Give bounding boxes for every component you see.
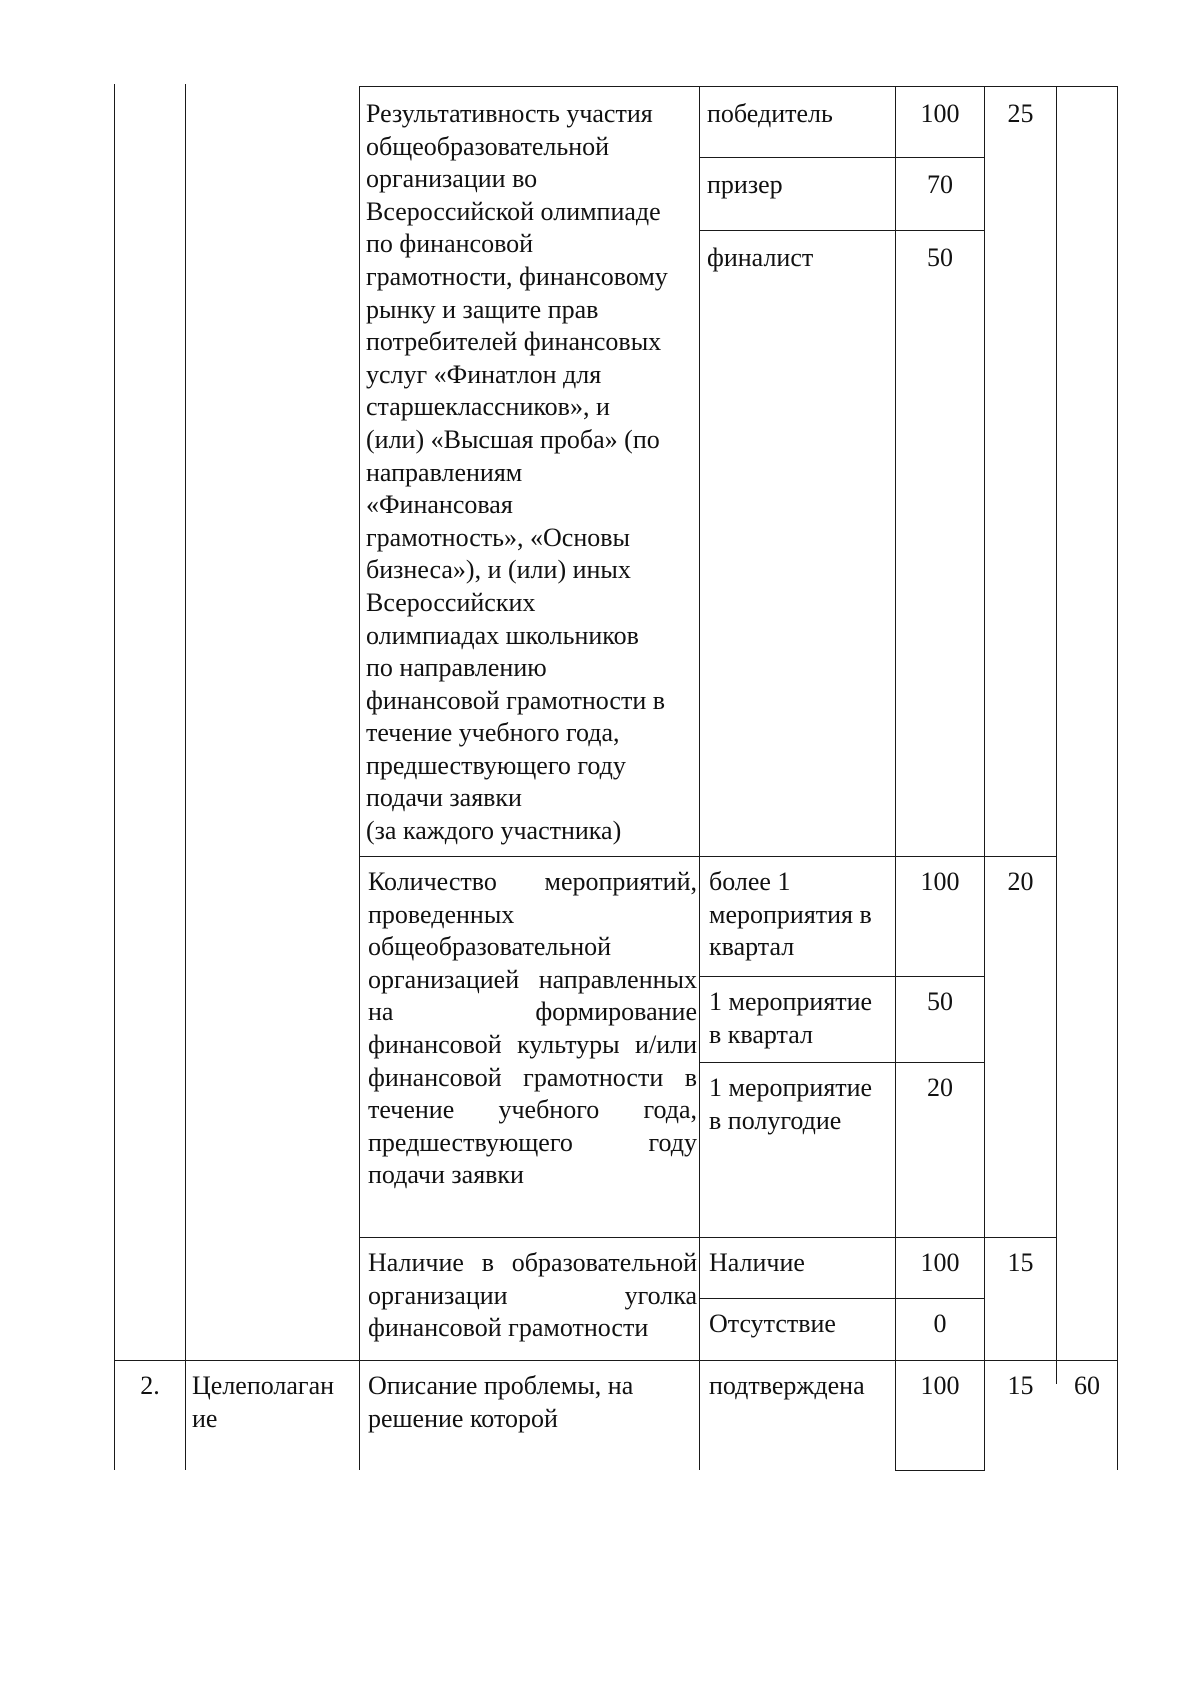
option-label: 1 мероприятие в полугодие bbox=[709, 1073, 873, 1135]
table-border bbox=[359, 86, 360, 1470]
option-score: 100 bbox=[920, 1248, 960, 1277]
option-score: 50 bbox=[927, 987, 953, 1016]
criterion-weight: 25 bbox=[1007, 99, 1034, 128]
option-label: подтверждена bbox=[709, 1371, 865, 1400]
criterion-weight: 15 bbox=[1007, 1371, 1034, 1400]
option-score: 100 bbox=[920, 1371, 960, 1400]
table-border bbox=[699, 1298, 985, 1299]
criterion-weight: 20 bbox=[1007, 867, 1034, 896]
table-border bbox=[114, 1360, 1118, 1361]
option-label: более 1 мероприятия в квартал bbox=[709, 867, 872, 962]
table-border bbox=[699, 157, 985, 158]
option-label: финалист bbox=[707, 243, 814, 272]
option-score: 100 bbox=[920, 867, 960, 896]
option-label: призер bbox=[707, 170, 783, 199]
table-border bbox=[359, 86, 1118, 87]
table-border bbox=[1117, 86, 1118, 1470]
table-border bbox=[699, 1062, 985, 1063]
criterion-olympiad-results: Результативность участия общеобразовательной организации во Всероссийской олимпиаде по финансовой грамотности, финансовому рынку и защите прав потребителей финансовых услуг «Финатлон для старшеклассников», и (или) «Высшая проба» (по направлениям «Финансовая грамотность», «Основы бизнеса»), и (или) иных Всероссийских олимпиадах школьников по направлению финансовой грамотности в течение учебного года, предшествующего году подачи заявки (за каждого участника) bbox=[366, 99, 668, 846]
section-title: Целеполаган ие bbox=[192, 1371, 335, 1433]
table-border bbox=[699, 230, 985, 231]
table-border bbox=[895, 1470, 985, 1471]
section-total: 60 bbox=[1074, 1371, 1100, 1400]
table-border bbox=[114, 84, 115, 1470]
option-score: 50 bbox=[927, 243, 953, 272]
option-score: 0 bbox=[933, 1309, 947, 1338]
option-score: 20 bbox=[927, 1073, 953, 1102]
criterion-literacy-corner: Наличие в образовательной организации уголка финансовой грамотности bbox=[368, 1248, 697, 1343]
section-number: 2. bbox=[140, 1371, 160, 1400]
criterion-weight: 15 bbox=[1007, 1248, 1034, 1277]
table-border bbox=[699, 976, 985, 977]
table-border bbox=[699, 86, 700, 1470]
table-border bbox=[185, 84, 186, 1470]
option-score: 100 bbox=[920, 99, 960, 128]
table-border bbox=[359, 856, 1057, 857]
option-label: Наличие bbox=[709, 1248, 805, 1277]
option-label: Отсутствие bbox=[709, 1309, 836, 1338]
option-label: 1 мероприятие в квартал bbox=[709, 987, 873, 1049]
table-border bbox=[1056, 86, 1057, 1384]
criterion-events-count: Количество мероприятий, проведенных общеобразовательной организацией направленных на формирование финансовой культуры и/или финансовой грамотности в течение учебного года, предшествующего году подачи заявки bbox=[368, 867, 697, 1190]
option-score: 70 bbox=[927, 170, 953, 199]
option-label: победитель bbox=[707, 99, 833, 128]
criterion-problem-description: Описание проблемы, на решение которой bbox=[368, 1371, 634, 1433]
table-border bbox=[359, 1237, 1057, 1238]
